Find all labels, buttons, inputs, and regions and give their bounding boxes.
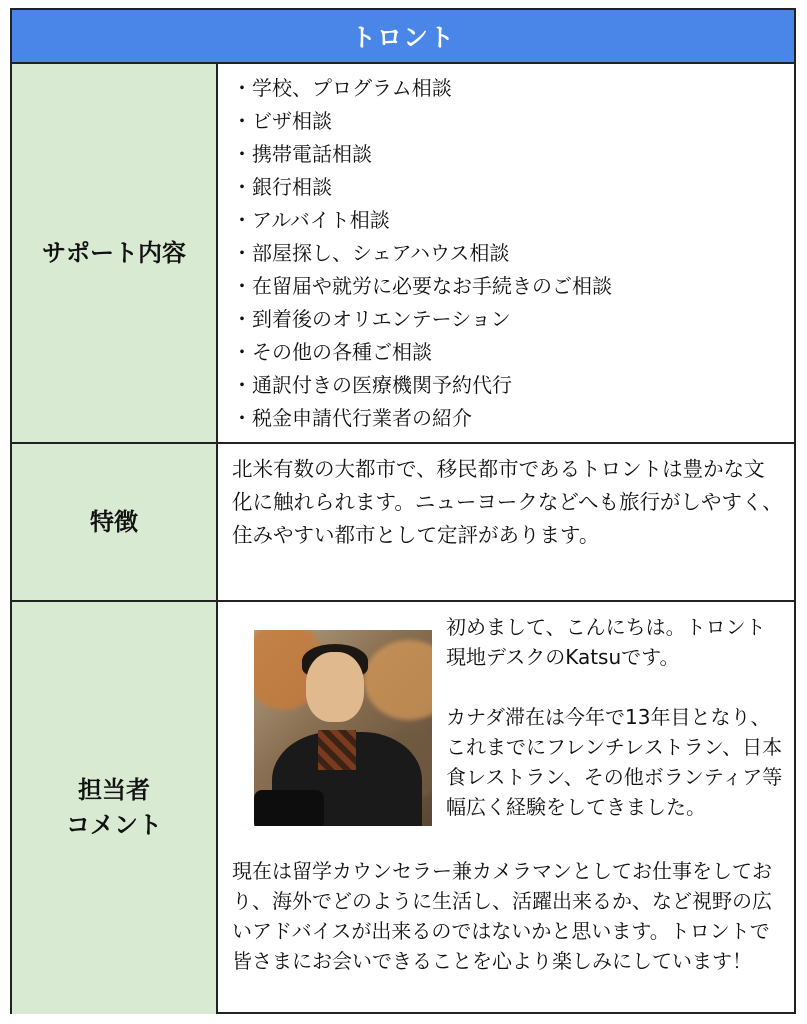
features-row (12, 444, 794, 602)
support-item: ・ 税金申請代行業者の紹介 (232, 402, 784, 435)
support-content (218, 64, 794, 442)
support-item: ・ ビザ相談 (232, 105, 784, 138)
support-item: ・ 学校、プログラム相談 (232, 72, 784, 105)
comment-intro (446, 610, 784, 826)
page-title: トロント (12, 10, 794, 64)
comment-label-line1: 担当者 (78, 776, 150, 805)
support-item: ・ 携帯電話相談 (232, 138, 784, 171)
comment-label-line2: コメント (66, 811, 162, 839)
support-item: ・ その他の各種ご相談 (232, 336, 784, 369)
support-item: ・ アルバイト相談 (232, 204, 784, 237)
comment-body: 現在は留学カウンセラー兼カメラマンとしてお仕事をしており、海外でどのように生活し、活躍出来るか、など視野の広いアドバイスが出来るのではないかと思います。トロントで皆さまにお会いできることを心より楽しみにしています！ (232, 859, 772, 973)
support-item: ・ 到着後のオリエンテーション (232, 303, 784, 336)
support-item: ・ 部屋探し、シェアハウス相談 (232, 237, 784, 270)
comment-top (232, 610, 784, 826)
staff-photo (254, 630, 432, 826)
comment-label (12, 602, 218, 1014)
support-row (12, 64, 794, 444)
comment-intro-2: カナダ滞在は今年で13年目となり、これまでにフレンチレストラン、日本食レストラン、その他ボランティア等幅広く経験をしてきました。 (446, 705, 783, 819)
support-item: ・ 銀行相談 (232, 171, 784, 204)
support-list (232, 72, 784, 435)
comment-row (12, 602, 794, 1014)
comment-content (218, 602, 794, 1014)
features-label: 特徴 (12, 444, 218, 600)
features-content (218, 444, 794, 600)
comment-intro-1: 初めまして、こんにちは。トロント現地デスクのKatsuです。 (446, 615, 766, 669)
support-label: サポート内容 (12, 64, 218, 442)
toronto-info-card (10, 8, 796, 1014)
support-item: ・ 在留届や就労に必要なお手続きのご相談 (232, 270, 784, 303)
support-item: ・ 通訳付きの医療機関予約代行 (232, 369, 784, 402)
features-text: 北米有数の大都市で、移民都市であるトロントは豊かな文化に触れられます。ニューヨークなどへも旅行がしやすく、住みやすい都市として定評があります。 (232, 457, 783, 547)
